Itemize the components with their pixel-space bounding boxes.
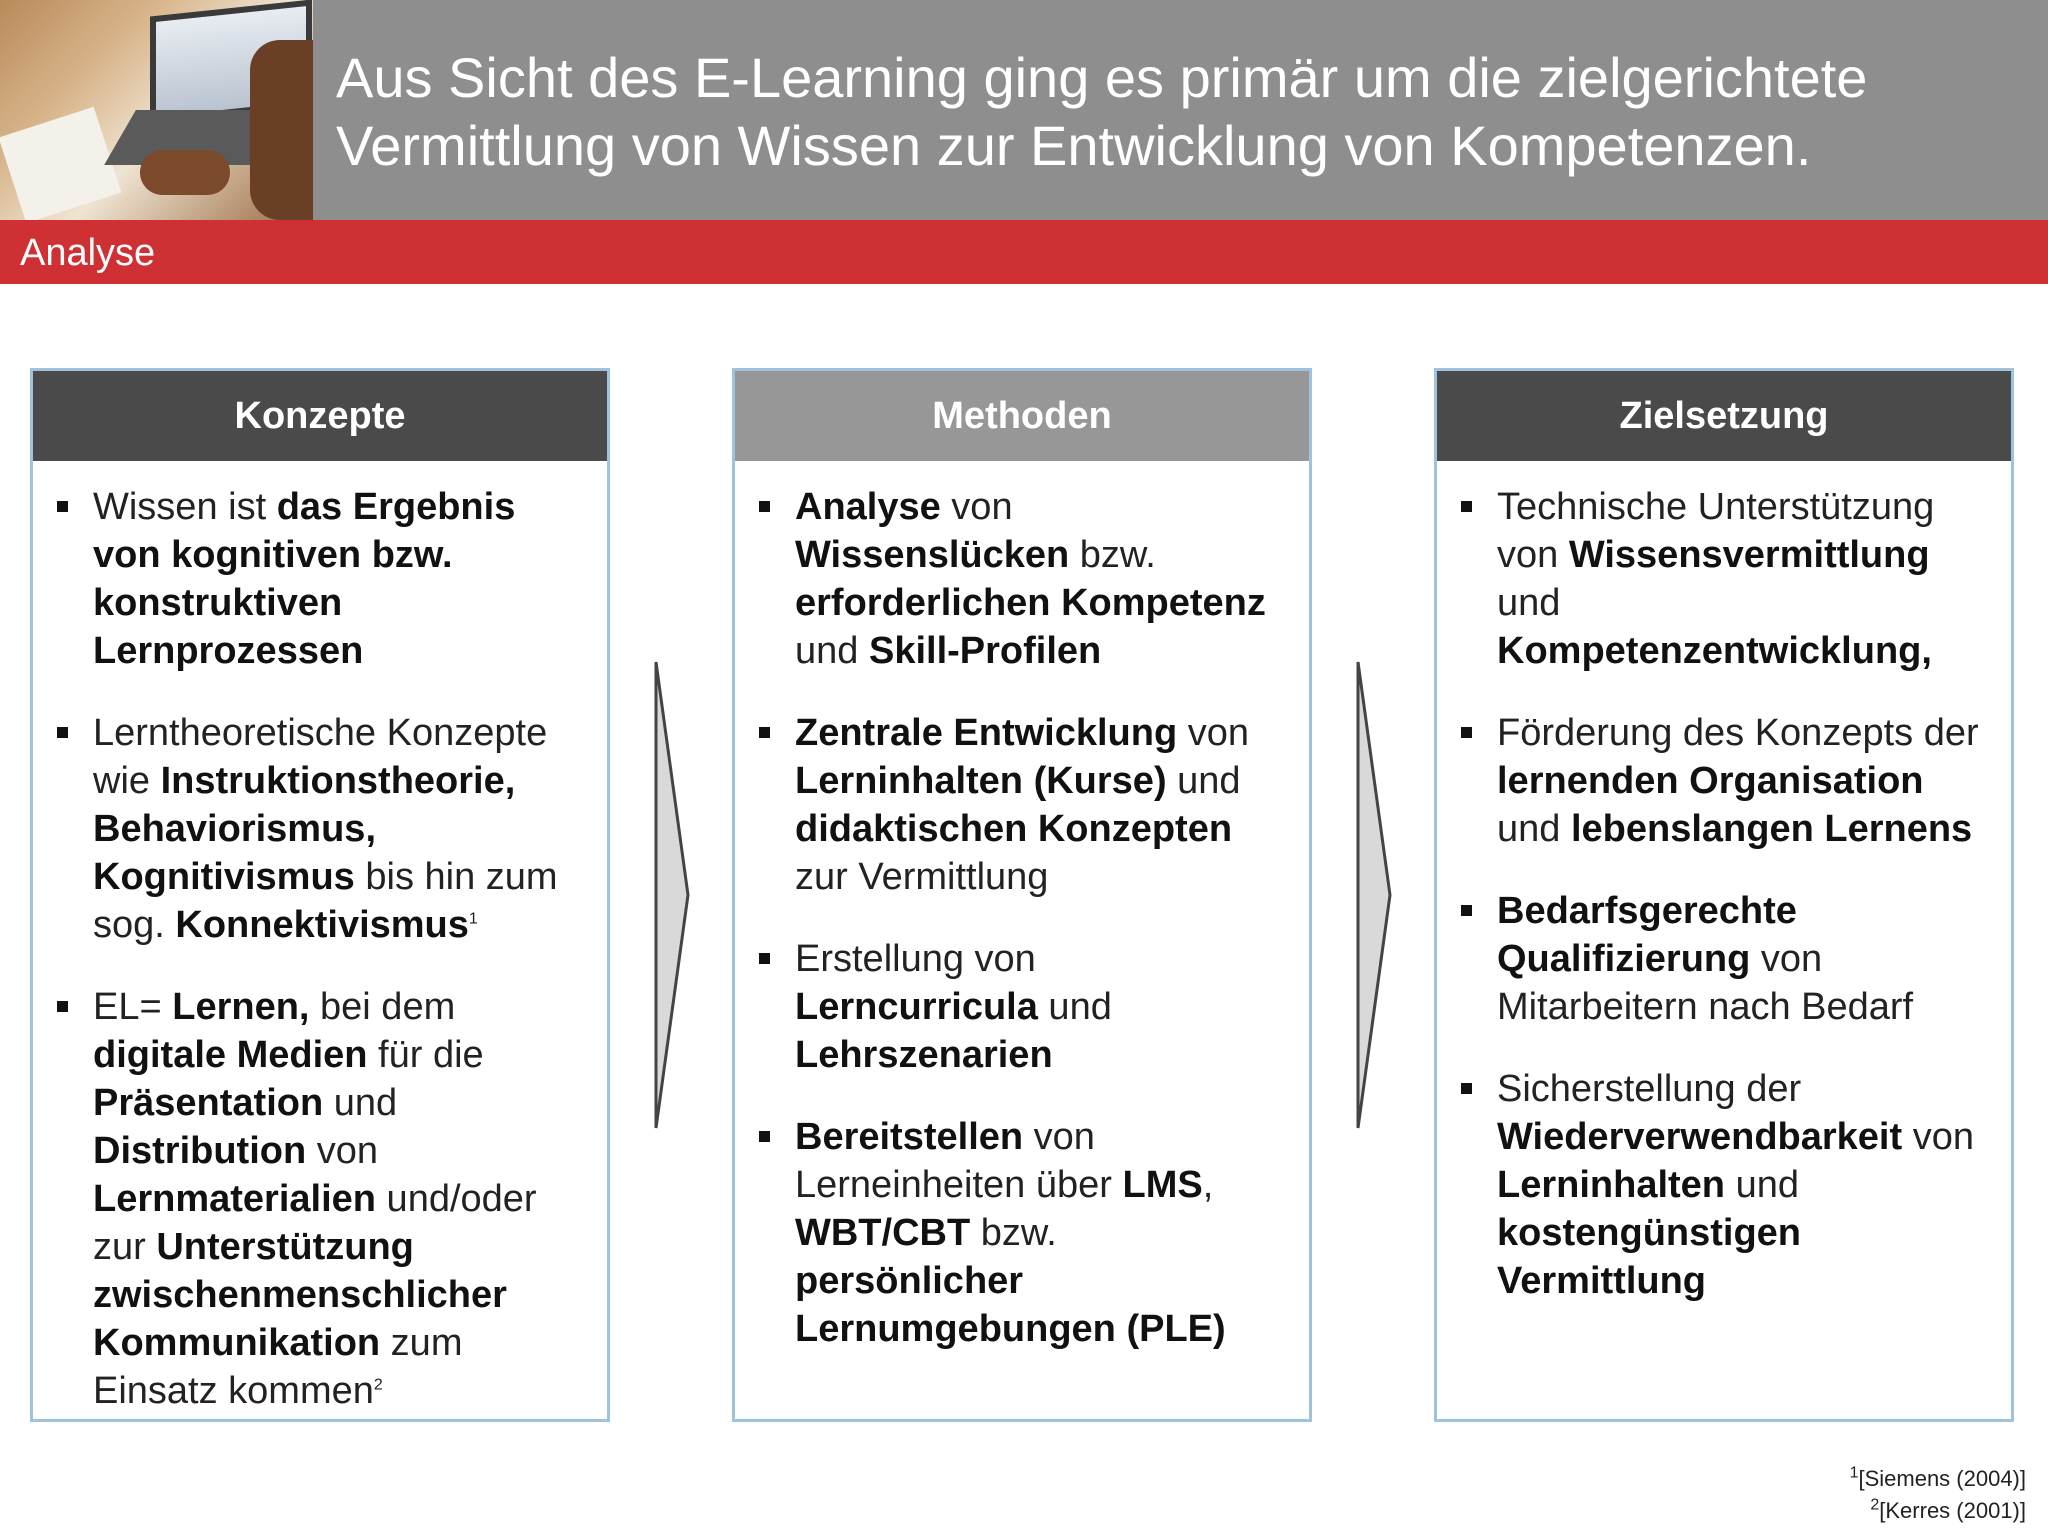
footnote-1 [1850, 1466, 2026, 1492]
list-item [795, 935, 1281, 1079]
list-item-text: Analyse von Wissenslücken bzw. erforderlichen Kompetenz und Skill-Profilen [795, 486, 1266, 672]
list-item [1497, 709, 1983, 853]
list-item [795, 1113, 1281, 1353]
column-heading: Konzepte [33, 371, 607, 461]
column-list [33, 461, 607, 1415]
list-item [795, 709, 1281, 901]
footnote-text: [Kerres (2001)] [1879, 1498, 2026, 1523]
bullet-icon [1461, 1083, 1472, 1094]
chevron-right-icon [1352, 660, 1402, 1130]
footnote-number: 1 [1849, 1464, 1859, 1482]
bullet-icon [1461, 501, 1472, 512]
list-item [1497, 1065, 1983, 1305]
column-heading: Methoden [735, 371, 1309, 461]
column-methoden [732, 368, 1312, 1422]
column-zielsetzung [1434, 368, 2014, 1422]
list-item [93, 983, 579, 1415]
column-list [735, 461, 1309, 1353]
list-item-text: Erstellung von Lerncurricula und Lehrszenarien [795, 938, 1112, 1076]
footnote-text: [Siemens (2004)] [1858, 1466, 2026, 1491]
bullet-icon [1461, 727, 1472, 738]
list-item [93, 483, 579, 675]
list-item-text: Wissen ist das Ergebnis von kognitiven bzw. konstruktiven Lernprozessen [93, 486, 516, 672]
list-item-text: Lerntheoretische Konzepte wie Instruktionstheorie, Behaviorismus, Kognitivismus bis hin zum sog. Konnektivismus$^1$ [93, 712, 558, 946]
section-bar [0, 220, 2048, 284]
list-item [795, 483, 1281, 675]
bullet-icon [57, 727, 68, 738]
chevron-right-icon [650, 660, 700, 1130]
header-bar [0, 0, 2048, 220]
bullet-icon [57, 501, 68, 512]
footnote-number: 2 [1870, 1496, 1880, 1514]
list-item-text: Sicherstellung der Wiederverwendbarkeit von Lerninhalten und kostengünstigen Vermittlung [1497, 1068, 1974, 1302]
bullet-icon [1461, 905, 1472, 916]
bullet-icon [57, 1001, 68, 1012]
footnote-2 [1870, 1498, 2026, 1524]
column-konzepte [30, 368, 610, 1422]
title-line-2: Vermittlung von Wissen zur Entwicklung von Kompetenzen. [336, 114, 1812, 177]
slide-title [336, 44, 2016, 180]
section-label: Analyse [20, 232, 156, 274]
column-list [1437, 461, 2011, 1305]
column-heading: Zielsetzung [1437, 371, 2011, 461]
list-item-text: Förderung des Konzepts der lernenden Organisation und lebenslangen Lernens [1497, 712, 1979, 850]
list-item [1497, 887, 1983, 1031]
header-photo [0, 0, 313, 220]
list-item-text: Bedarfsgerechte Qualifizierung von Mitarbeitern nach Bedarf [1497, 890, 1914, 1028]
bullet-icon [759, 501, 770, 512]
list-item [93, 709, 579, 949]
list-item-text: Bereitstellen von Lerneinheiten über LMS, WBT/CBT bzw. persönlicher Lernumgebungen (PLE) [795, 1116, 1226, 1350]
list-item-text: Technische Unterstützung von Wissensvermittlung und Kompetenzentwicklung, [1497, 486, 1935, 672]
bullet-icon [759, 727, 770, 738]
list-item-text: EL= Lernen, bei dem digitale Medien für die Präsentation und Distribution von Lernmaterialien und/oder zur Unterstützung zwischenmenschlicher Kommunikation zum Einsatz kommen$^2$ [93, 986, 537, 1412]
bullet-icon [759, 953, 770, 964]
title-line-1: Aus Sicht des E-Learning ging es primär um die zielgerichtete [336, 46, 1868, 109]
list-item [1497, 483, 1983, 675]
list-item-text: Zentrale Entwicklung von Lerninhalten (Kurse) und didaktischen Konzepten zur Vermittlung [795, 712, 1249, 898]
bullet-icon [759, 1131, 770, 1142]
